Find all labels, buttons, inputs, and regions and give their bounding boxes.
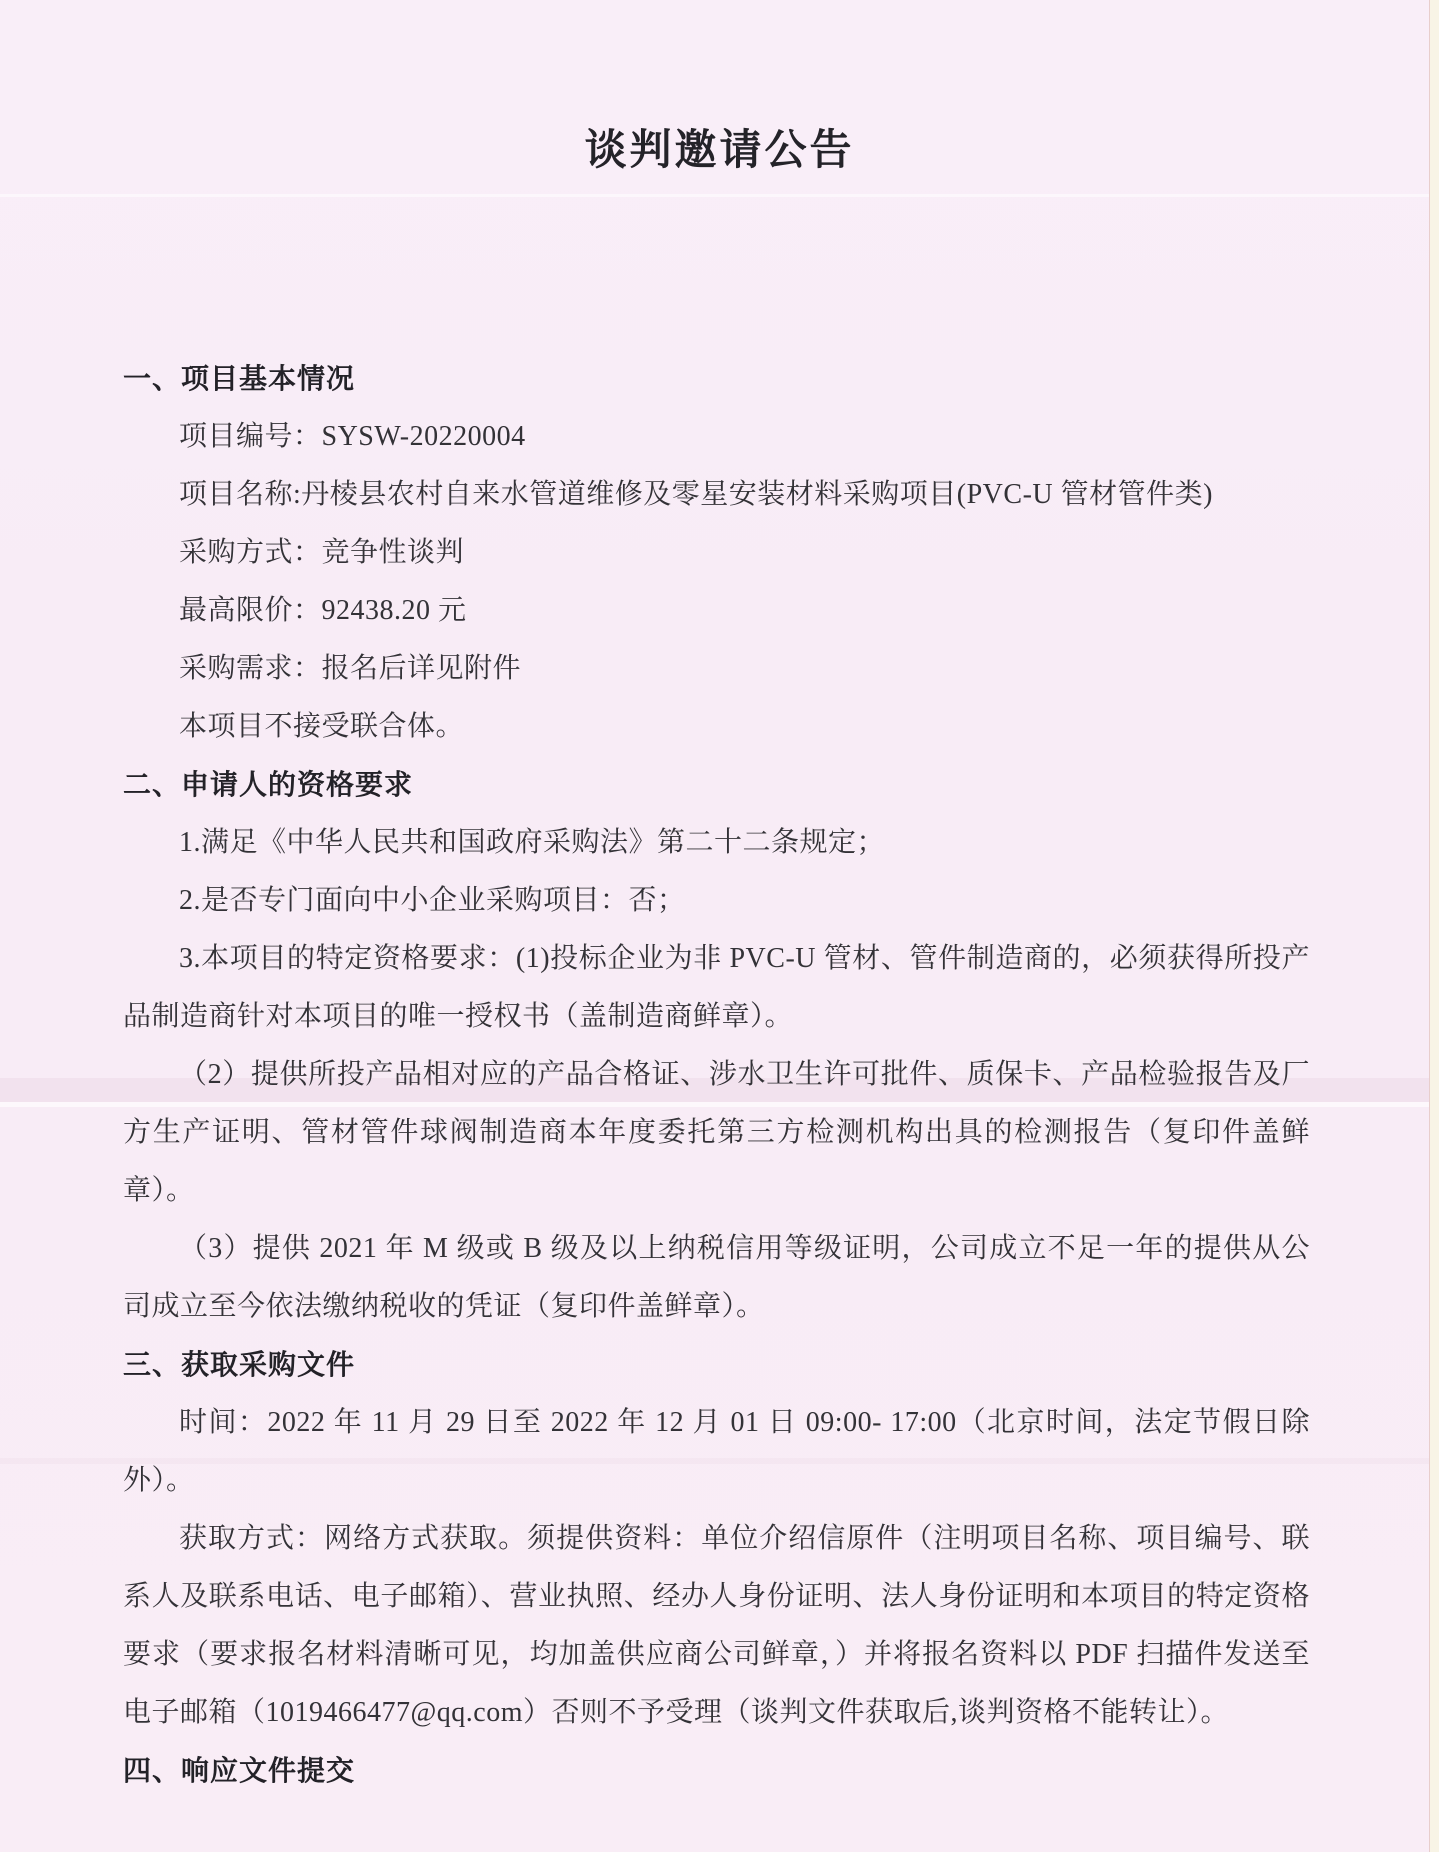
no-consortium-line: 本项目不接受联合体。	[179, 711, 465, 742]
document-body	[0, 350, 1439, 1800]
qualification-item-3-2: （2）提供所投产品相对应的产品合格证、涉水卫生许可批件、质保卡、产品检验报告及厂方生产证明、管材管件球阀制造商本年度委托第三方检测机构出具的检测报告（复印件盖鲜章）。	[123, 1059, 1310, 1206]
qualification-item-3: 3.本项目的特定资格要求：(1)投标企业为非 PVC-U 管材、管件制造商的，必须获得所投产品制造商针对本项目的唯一授权书（盖制造商鲜章）。	[123, 943, 1310, 1032]
section-heading-4: 四、响应文件提交	[123, 1755, 356, 1786]
section-heading-1: 一、项目基本情况	[123, 363, 356, 394]
document-method-line: 获取方式：网络方式获取。须提供资料：单位介绍信原件（注明项目名称、项目编号、联系人及联系电话、电子邮箱）、营业执照、经办人身份证明、法人身份证明和本项目的特定资格要求（要求报名材料清晰可见，均加盖供应商公司鲜章，）并将报名资料以 PDF 扫描件发送至电子邮箱（1019466477@qq.com）否则不予受理（谈判文件获取后,谈判资格不能转让）。	[123, 1523, 1310, 1728]
qualification-item-1: 1.满足《中华人民共和国政府采购法》第二十二条规定；	[179, 827, 886, 858]
qualification-item-2: 2.是否专门面向中小企业采购项目：否；	[179, 885, 686, 916]
project-name-line: 项目名称:丹棱县农村自来水管道维修及零星安装材料采购项目(PVC-U 管材管件类)	[179, 479, 1213, 510]
scan-artifact-line	[0, 194, 1439, 197]
section-heading-2: 二、申请人的资格要求	[123, 769, 414, 800]
document-time-line: 时间：2022 年 11 月 29 日至 2022 年 12 月 01 日 09:00- 17:00（北京时间，法定节假日除外）。	[123, 1407, 1310, 1496]
qualification-item-3-3: （3）提供 2021 年 M 级或 B 级及以上纳税信用等级证明，公司成立不足一年的提供从公司成立至今依法缴纳税收的凭证（复印件盖鲜章）。	[123, 1233, 1310, 1322]
procurement-demand-line: 采购需求：报名后详见附件	[179, 653, 522, 684]
section-heading-3: 三、获取采购文件	[123, 1349, 356, 1380]
price-limit-line: 最高限价：92438.20 元	[179, 595, 467, 626]
project-number-line: 项目编号：SYSW-20220004	[179, 421, 526, 452]
procurement-method-line: 采购方式：竞争性谈判	[179, 537, 465, 568]
document-title: 谈判邀请公告	[584, 128, 855, 174]
